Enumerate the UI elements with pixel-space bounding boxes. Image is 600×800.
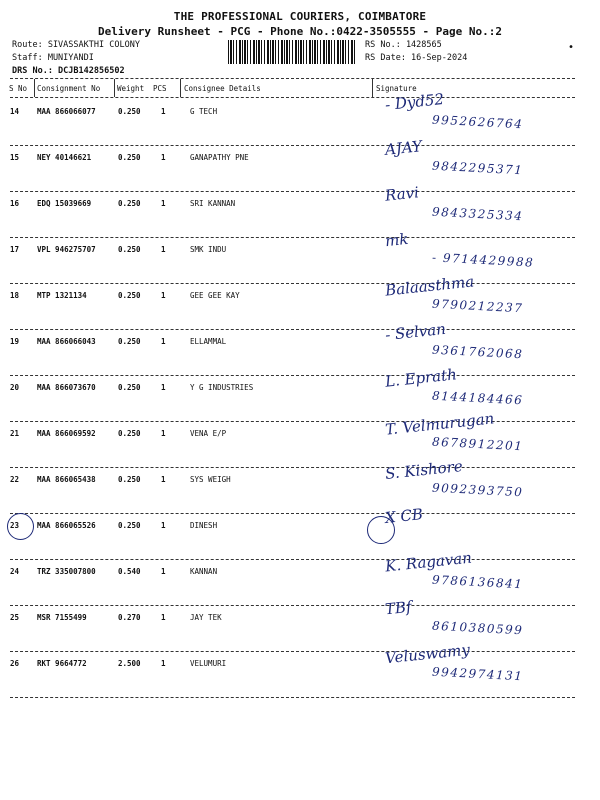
row-pcs: 1 (161, 383, 166, 392)
row-pcs: 1 (161, 521, 166, 530)
col-header-weight: Weight (117, 84, 145, 93)
signature-phone: 9952626764 (431, 112, 524, 132)
col-header-sno: S No (9, 84, 28, 93)
col-header-signature: Signature (376, 84, 417, 93)
header-top-rule (10, 78, 575, 79)
row-consignment-no: MAA 866069592 (37, 429, 96, 438)
table-row (0, 319, 600, 383)
row-sno: 22 (10, 475, 20, 484)
row-pcs: 1 (161, 199, 166, 208)
row-weight: 0.250 (118, 199, 141, 208)
row-separator (10, 283, 575, 284)
signature-phone: 9942974131 (431, 664, 524, 684)
route-label: Route: SIVASSAKTHI COLONY (12, 40, 140, 50)
barcode (228, 40, 356, 64)
signature-handwritten: - Dyd52 (384, 89, 445, 115)
row-separator (10, 145, 575, 146)
row-separator (10, 513, 575, 514)
row-consignment-no: MAA 866066077 (37, 107, 96, 116)
row-weight: 0.250 (118, 153, 141, 162)
row-weight: 0.250 (118, 337, 141, 346)
row-consignee: SRI KANNAN (190, 199, 236, 208)
row-consignment-no: RKT 9664772 (37, 659, 87, 668)
runsheet-subtitle: Delivery Runsheet - PCG - Phone No.:0422-3505555 - Page No.:2 (98, 25, 502, 38)
row-sno: 19 (10, 337, 20, 346)
row-consignee: SYS WEIGH (190, 475, 231, 484)
staff-label: Staff: MUNIYANDI (12, 53, 94, 63)
row-consignment-no: EDQ 15039669 (37, 199, 92, 208)
table-row (0, 89, 600, 153)
row-consignee: GANAPATHY PNE (190, 153, 249, 162)
table-row (0, 229, 600, 291)
row-circle-mark (7, 513, 34, 540)
signature-phone: 9092393750 (431, 480, 524, 500)
col-header-consignment: Consignment No (37, 84, 101, 93)
signature-stamp-mark (367, 516, 395, 544)
row-consignment-no: MAA 866065438 (37, 475, 96, 484)
signature-phone: 8144184466 (431, 388, 524, 408)
signature-handwritten: S. Kishore (384, 456, 464, 484)
signature-phone: 8678912201 (431, 434, 524, 454)
signature-handwritten: Ravi (384, 183, 420, 205)
row-separator (10, 329, 575, 330)
row-weight: 0.540 (118, 567, 141, 576)
table-row (0, 640, 600, 705)
row-separator (10, 237, 575, 238)
signature-handwritten: AJAY (384, 137, 423, 159)
signature-handwritten: K. Ragavan (384, 548, 473, 576)
table-row (0, 183, 600, 245)
row-sno: 24 (10, 567, 20, 576)
table-row (0, 409, 600, 475)
col-header-pcs: PCS (153, 84, 167, 93)
row-pcs: 1 (161, 107, 166, 116)
row-weight: 0.250 (118, 475, 141, 484)
row-pcs: 1 (161, 567, 166, 576)
row-weight: 2.500 (118, 659, 141, 668)
row-weight: 0.270 (118, 613, 141, 622)
row-weight: 0.250 (118, 521, 141, 530)
row-consignment-no: NEY 40146621 (37, 153, 92, 162)
row-sno: 23 (10, 521, 20, 530)
row-pcs: 1 (161, 245, 166, 254)
signature-phone: 8610380599 (431, 618, 524, 638)
row-separator (10, 375, 575, 376)
signature-phone: 9843325334 (431, 204, 524, 224)
row-consignment-no: MAA 866065526 (37, 521, 96, 530)
table-row (0, 548, 600, 613)
row-pcs: 1 (161, 337, 166, 346)
signature-phone: 9361762068 (431, 342, 524, 362)
row-separator (10, 559, 575, 560)
rs-number: RS No.: 1428565 (365, 40, 442, 50)
row-sno: 16 (10, 199, 20, 208)
row-sno: 20 (10, 383, 20, 392)
row-weight: 0.250 (118, 429, 141, 438)
signature-handwritten: L. Eprath (384, 365, 458, 391)
table-row (0, 505, 600, 567)
signature-phone: - 9714429988 (431, 250, 535, 270)
row-consignment-no: MAA 866066043 (37, 337, 96, 346)
row-sno: 14 (10, 107, 20, 116)
row-pcs: 1 (161, 153, 166, 162)
signature-handwritten: TBf (384, 597, 413, 619)
signature-phone: 9790212237 (431, 296, 524, 316)
header-bottom-rule (10, 97, 575, 98)
row-pcs: 1 (161, 429, 166, 438)
row-sno: 15 (10, 153, 20, 162)
col-header-consignee: Consignee Details (184, 84, 261, 93)
row-consignee: SMK INDU (190, 245, 227, 254)
drs-number: DRS No.: DCJB142856502 (12, 66, 125, 76)
signature-phone: 9842295371 (431, 158, 524, 178)
row-separator (10, 605, 575, 606)
signature-phone: 9786136841 (431, 572, 524, 592)
row-separator (10, 697, 575, 698)
row-consignment-no: TRZ 335007800 (37, 567, 96, 576)
table-row (0, 597, 600, 659)
row-pcs: 1 (161, 291, 166, 300)
row-pcs: 1 (161, 475, 166, 484)
signature-handwritten: - Selvan (384, 319, 447, 345)
row-sno: 26 (10, 659, 20, 668)
page-title: THE PROFESSIONAL COURIERS, COIMBATORE (173, 10, 427, 23)
row-weight: 0.250 (118, 107, 141, 116)
row-consignee: DINESH (190, 521, 218, 530)
row-consignment-no: MSR 7155499 (37, 613, 87, 622)
signature-handwritten: Veluswamy (384, 640, 471, 668)
row-sno: 21 (10, 429, 20, 438)
row-separator (10, 467, 575, 468)
row-consignee: VENA E/P (190, 429, 227, 438)
row-consignee: VELUMURI (190, 659, 227, 668)
signature-handwritten: mk (384, 229, 410, 251)
row-sno: 25 (10, 613, 20, 622)
signature-handwritten: X CB (384, 505, 424, 527)
row-consignee: G TECH (190, 107, 218, 116)
row-consignee: GEE GEE KAY (190, 291, 240, 300)
row-sno: 18 (10, 291, 20, 300)
row-consignee: Y G INDUSTRIES (190, 383, 254, 392)
row-consignment-no: MAA 866073670 (37, 383, 96, 392)
row-pcs: 1 (161, 659, 166, 668)
row-weight: 0.250 (118, 291, 141, 300)
table-row (0, 365, 600, 429)
row-consignee: ELLAMMAL (190, 337, 227, 346)
table-row (0, 272, 600, 337)
row-consignee: JAY TEK (190, 613, 222, 622)
row-sno: 17 (10, 245, 20, 254)
row-weight: 0.250 (118, 245, 141, 254)
row-separator (10, 191, 575, 192)
row-consignee: KANNAN (190, 567, 218, 576)
row-pcs: 1 (161, 613, 166, 622)
row-consignment-no: VPL 946275707 (37, 245, 96, 254)
signature-handwritten: T. Velmurugan (384, 409, 496, 439)
signature-handwritten: Balaasthma (384, 272, 475, 300)
row-separator (10, 651, 575, 652)
row-weight: 0.250 (118, 383, 141, 392)
table-row (0, 456, 600, 521)
row-consignment-no: MTP 1321134 (37, 291, 87, 300)
rs-date: RS Date: 16-Sep-2024 (365, 53, 468, 63)
table-row (0, 137, 600, 199)
